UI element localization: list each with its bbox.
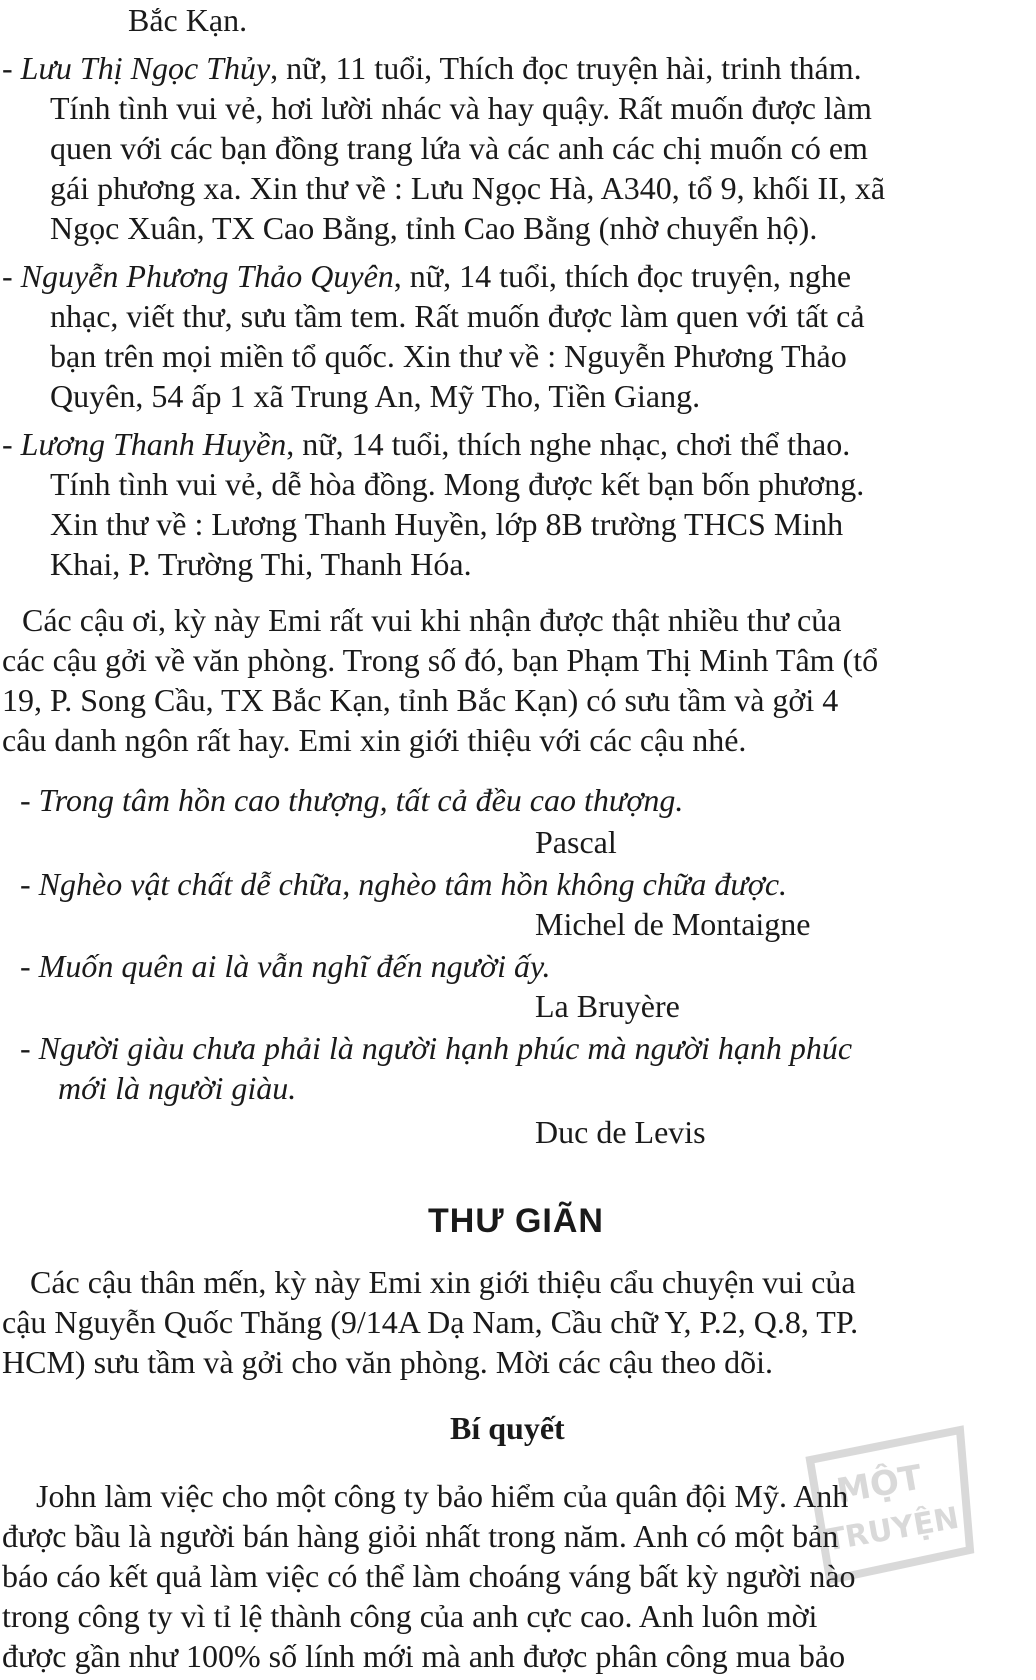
relax-intro-line: Các cậu thân mến, kỳ này Emi xin giới thiệu cẩu chuyện vui của — [30, 1264, 856, 1300]
quote-author: Michel de Montaigne — [535, 906, 811, 942]
quote-author: La Bruyère — [535, 988, 680, 1024]
quote-author: Pascal — [535, 824, 617, 860]
quotes-intro-line: câu danh ngôn rất hay. Emi xin giới thiệu với các cậu nhé. — [2, 722, 747, 758]
penpal-entry-2-line: Quyên, 54 ấp 1 xã Trung An, Mỹ Tho, Tiền Giang. — [50, 378, 701, 414]
penpal-entry-1-line: Ngọc Xuân, TX Cao Bằng, tỉnh Cao Bằng (nhờ chuyển hộ). — [50, 210, 818, 246]
svg-text:TRUYỆN: TRUYỆN — [822, 1500, 962, 1559]
quote-text: - Trong tâm hồn cao thượng, tất cả đều cao thượng. — [20, 782, 684, 818]
story-line: John làm việc cho một công ty bảo hiểm của quân đội Mỹ. Anh — [36, 1478, 849, 1514]
quotes-intro-line: Các cậu ơi, kỳ này Emi rất vui khi nhận được thật nhiều thư của — [22, 602, 842, 638]
story-line: trong công ty vì tỉ lệ thành công của anh cực cao. Anh luôn mời — [2, 1598, 818, 1634]
penpal-name: Lưu Thị Ngọc Thủy — [20, 50, 271, 86]
penpal-entry-1-line: quen với các bạn đồng trang lứa và các anh các chị muốn có em — [50, 130, 868, 166]
quotes-intro-line: 19, P. Song Cầu, TX Bắc Kạn, tỉnh Bắc Kạn) có sưu tầm và gởi 4 — [2, 682, 839, 718]
quote-text: - Nghèo vật chất dễ chữa, nghèo tâm hồn không chữa được. — [20, 866, 788, 902]
story-line: được bầu là người bán hàng giỏi nhất trong năm. Anh có một bản — [2, 1518, 839, 1554]
penpal-name: Lương Thanh Huyền — [20, 426, 287, 462]
penpal-entry-1-first-line: - Lưu Thị Ngọc Thủy, nữ, 11 tuổi, Thích đọc truyện hài, trinh thám. — [2, 50, 862, 86]
penpal-entry-1-line: gái phương xa. Xin thư về : Lưu Ngọc Hà, A340, tổ 9, khối II, xã — [50, 170, 886, 206]
penpal-detail: , nữ, 14 tuổi, thích nghe nhạc, chơi thể thao. — [286, 426, 851, 462]
penpal-name: Nguyễn Phương Thảo Quyên — [20, 258, 394, 294]
penpal-entry-3-line: Xin thư về : Lương Thanh Huyền, lớp 8B trường THCS Minh — [50, 506, 844, 542]
story-line: báo cáo kết quả làm việc có thể làm choáng váng bất kỳ người nào — [2, 1558, 856, 1594]
relax-intro-line: HCM) sưu tầm và gởi cho văn phòng. Mời các cậu theo dõi. — [2, 1344, 774, 1380]
penpal-entry-1-line: Tính tình vui vẻ, hơi lười nhác và hay quậy. Rất muốn được làm — [50, 90, 872, 126]
penpal-entry-3-line: Tính tình vui vẻ, dễ hòa đồng. Mong được kết bạn bốn phương. — [50, 466, 865, 502]
quotes-intro-line: các cậu gởi về văn phòng. Trong số đó, bạn Phạm Thị Minh Tâm (tổ — [2, 642, 879, 678]
intro-tail: Bắc Kạn. — [128, 2, 248, 38]
penpal-detail: , nữ, 14 tuổi, thích đọc truyện, nghe — [393, 258, 852, 294]
penpal-entry-2-line: nhạc, viết thư, sưu tầm tem. Rất muốn được làm quen với tất cả — [50, 298, 865, 334]
svg-text:MỘT: MỘT — [833, 1457, 926, 1512]
quote-text-continued: mới là người giàu. — [58, 1070, 297, 1106]
quote-author: Duc de Levis — [535, 1114, 706, 1150]
penpal-detail: , nữ, 11 tuổi, Thích đọc truyện hài, trinh thám. — [270, 50, 862, 86]
quote-text: - Người giàu chưa phải là người hạnh phúc mà người hạnh phúc — [20, 1030, 853, 1066]
quote-text: - Muốn quên ai là vẫn nghĩ đến người ấy. — [20, 948, 551, 984]
story-line: được gần như 100% số lính mới mà anh được phân công mua bảo — [2, 1638, 846, 1674]
section-heading: THƯ GIÃN — [428, 1202, 604, 1240]
relax-intro-line: cậu Nguyễn Quốc Thăng (9/14A Dạ Nam, Cầu chữ Y, P.2, Q.8, TP. — [2, 1304, 859, 1340]
penpal-entry-3-first-line: - Lương Thanh Huyền, nữ, 14 tuổi, thích nghe nhạc, chơi thể thao. — [2, 426, 851, 462]
watermark-logo-icon — [790, 1420, 980, 1590]
penpal-entry-3-line: Khai, P. Trường Thi, Thanh Hóa. — [50, 546, 472, 582]
penpal-entry-2-first-line: - Nguyễn Phương Thảo Quyên, nữ, 14 tuổi, thích đọc truyện, nghe — [2, 258, 852, 294]
story-title: Bí quyết — [450, 1410, 565, 1446]
penpal-entry-2-line: bạn trên mọi miền tổ quốc. Xin thư về : Nguyễn Phương Thảo — [50, 338, 847, 374]
